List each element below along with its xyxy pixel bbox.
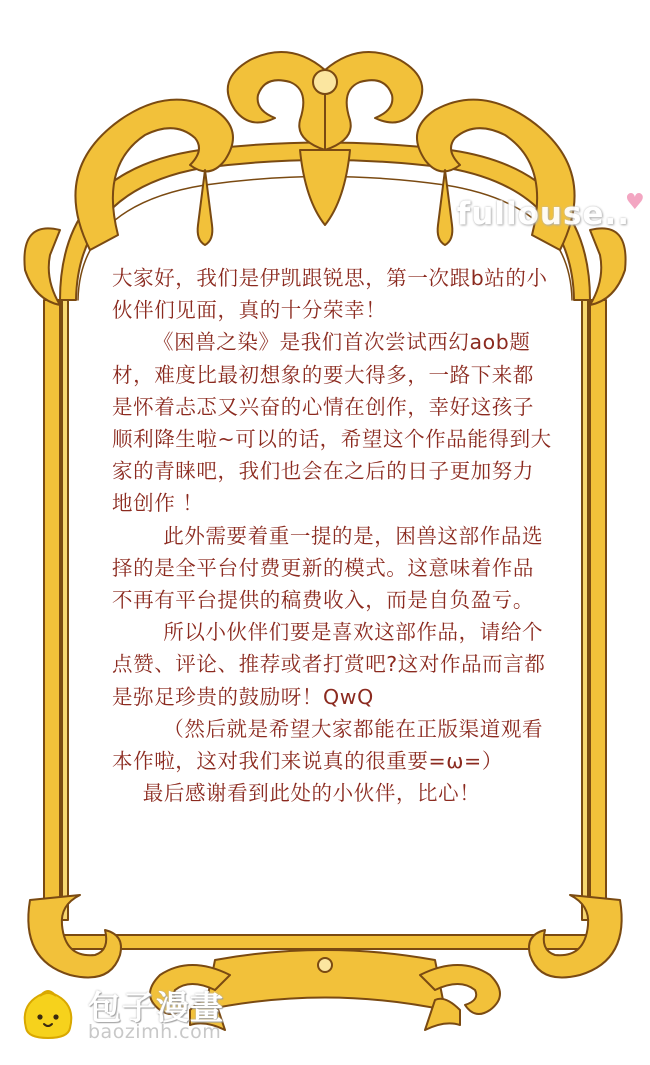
paragraph-payment: 此外需要着重一提的是，困兽这部作品选择的是全平台付费更新的模式。这意味着作品不再有平台提供的稿费收入，而是自负盈亏。 — [112, 523, 544, 613]
watermark-text: fullouse.. — [456, 196, 630, 232]
paragraph-official: （然后就是希望大家都能在正版渠道观看本作啦，这对我们来说真的很重要=ω=） — [112, 716, 544, 774]
paragraph-greeting: 大家好，我们是伊凯跟锐思，第一次跟b站的小伙伴们见面，真的十分荣幸！ — [112, 266, 548, 323]
letter-body — [112, 262, 554, 809]
site-name: 包子漫畫 — [88, 988, 224, 1027]
heart-icon: ♥ — [625, 190, 645, 215]
paragraph-support: 所以小伙伴们要是喜欢这部作品，请给个点赞、评论、推荐或者打赏吧?这对作品而言都是弥足珍贵的鼓励呀！QwQ — [112, 620, 546, 709]
bun-mascot-icon — [18, 984, 78, 1044]
paragraph-story: 《困兽之染》是我们首次尝试西幻aob题材，难度比最初想象的要大得多，一路下来都是怀着忐忑又兴奋的心情在创作，幸好这孩子顺利降生啦~可以的话，希望这个作品能得到大家的青睐吧，我们也会在之后的日子更加努力地创作 ！ — [112, 330, 552, 516]
site-logo[interactable] — [18, 982, 318, 1052]
site-domain: baozimh.com — [88, 1021, 222, 1043]
paragraph-thanks: 最后感谢看到此处的小伙伴，比心！ — [142, 781, 481, 806]
